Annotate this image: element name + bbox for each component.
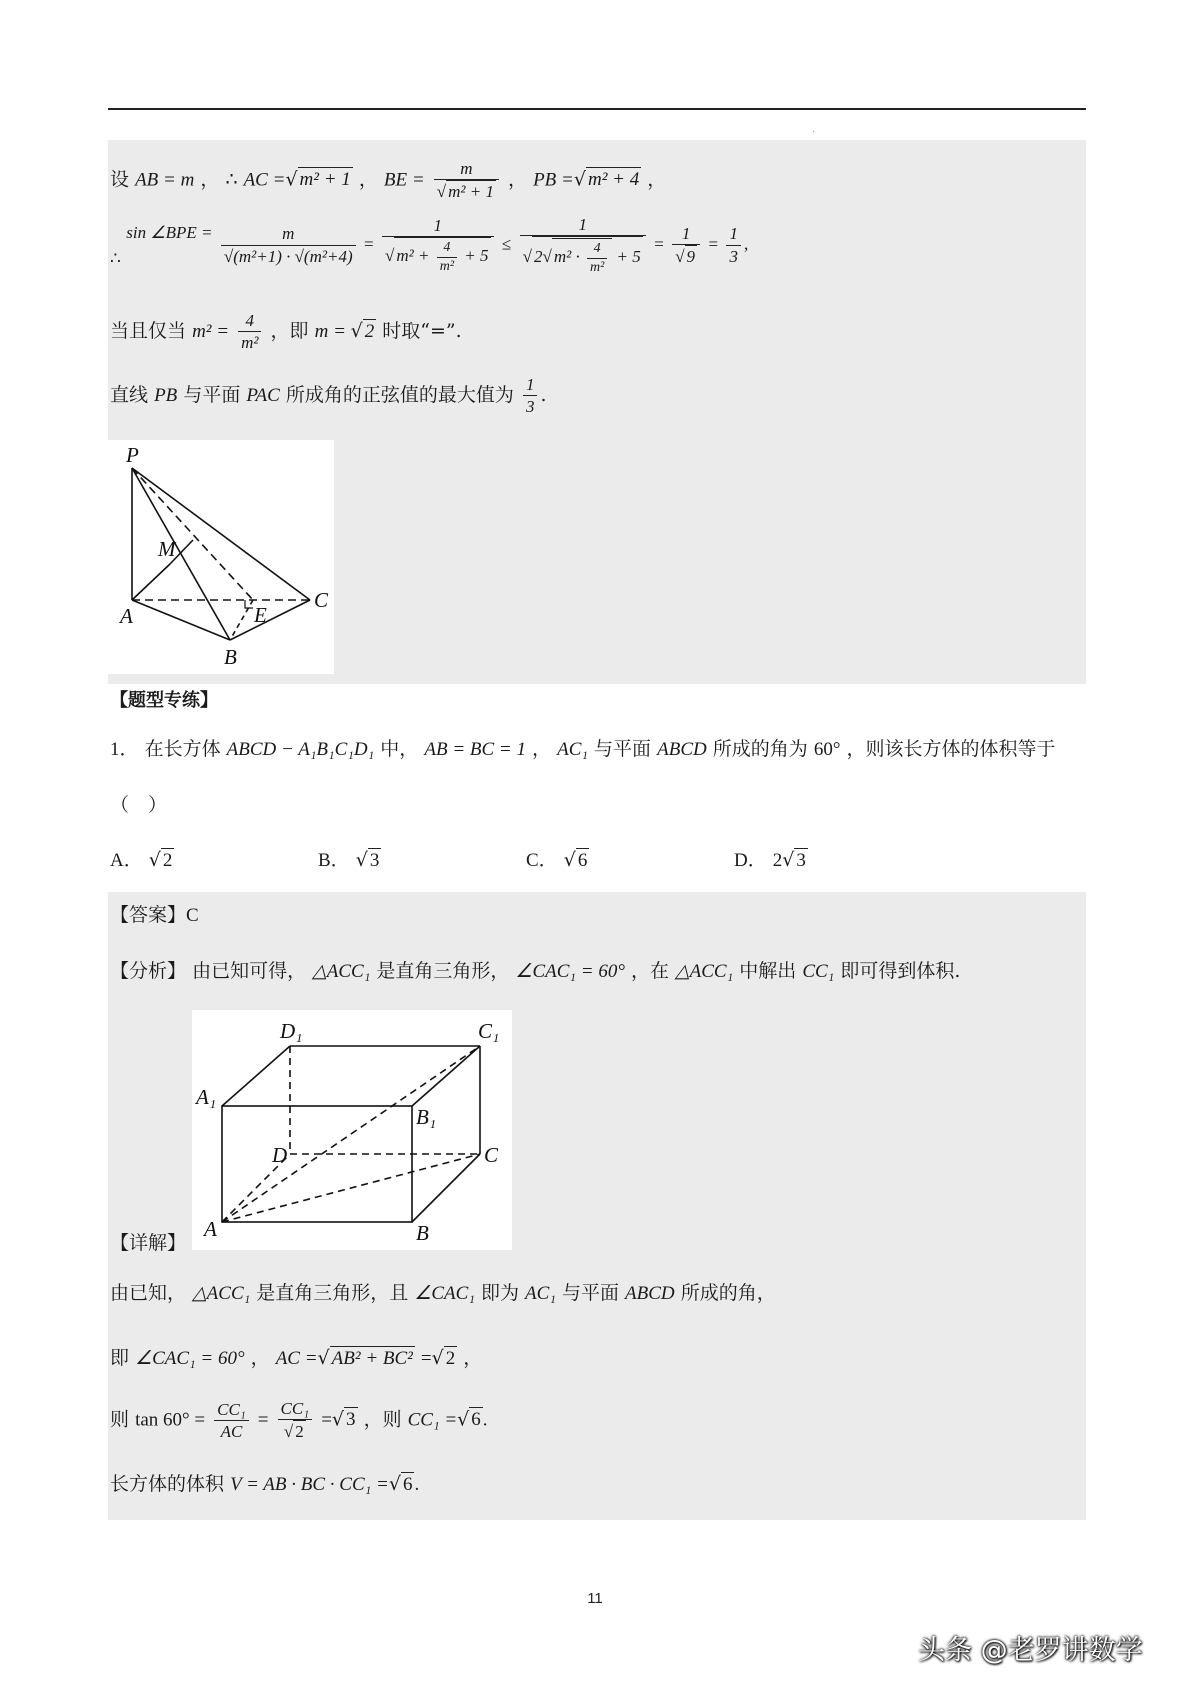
segment-pe-hidden <box>132 468 253 600</box>
sqrt-radicand: AB² + BC² <box>331 1348 413 1369</box>
equals: = <box>257 1409 269 1431</box>
denominator: √ 2 <box>278 1419 313 1442</box>
fraction <box>278 1398 313 1443</box>
therefore-symbol: ∴ <box>110 248 121 268</box>
text: ，即 <box>270 319 309 342</box>
option-label: B． <box>318 850 350 871</box>
analysis-line <box>110 960 960 984</box>
detail-line-3: 则 tan 60° = $\frac{\text{CC₁}}{AC}$ = $\frac{\text{CC₁}}{√ 2}$ =√ 3 ，则 CC₁ =√ 6 . <box>110 1399 488 1442</box>
stray-dot: . <box>812 124 816 135</box>
pyramid-diagram <box>108 440 334 674</box>
text: 则 <box>110 1408 130 1431</box>
question-1-paren: （ ） <box>110 794 168 816</box>
fraction-3 <box>520 214 646 276</box>
numerator: 4 <box>593 241 601 257</box>
denominator: √ m² + $\frac{4}{\text{m²}}$ + 5 <box>382 236 494 275</box>
math-triangle: △ACC₁ <box>312 961 371 982</box>
math-pb: PB <box>154 384 178 406</box>
text: 即为 <box>480 1282 519 1304</box>
math-angle: ∠CAC₁ = 60° <box>135 1348 245 1369</box>
analysis-tag: 【分析】 <box>110 960 187 982</box>
text: 即 <box>110 1347 130 1369</box>
term: + 5 <box>464 246 489 266</box>
text: 所成的角为 <box>712 738 808 760</box>
fraction-1 <box>221 223 356 267</box>
front-face <box>222 1106 412 1222</box>
solution-line-1: 设 AB = m ， ∴ AC =√ m² + 1 ， BE = $\frac{m}{\text{√ m² + 1}}$ ， PB =√ m² + 4 ， <box>110 159 667 202</box>
text: . <box>540 383 547 406</box>
denominator: √ 2√ m² · $\frac{4}{\text{m²}}$ + 5 <box>520 235 646 276</box>
denominator: m² <box>587 258 607 277</box>
sqrt-radicand: m² + 1 <box>448 182 494 202</box>
math-solid: ABCD − A₁B₁C₁D₁ <box>226 739 375 760</box>
math-triangle: △ACC₁ <box>675 961 734 982</box>
option-a[interactable]: A． √ 2 <box>110 849 173 871</box>
segment-a-m <box>132 564 170 600</box>
label-a1: A₁ <box>196 1085 217 1109</box>
sqrt-radicand: 6 <box>402 1474 413 1495</box>
sqrt-radicand: 9 <box>686 247 696 267</box>
edge-b1c1 <box>412 1046 480 1106</box>
text: 所成的角， <box>680 1282 776 1304</box>
label-p: P <box>126 443 139 467</box>
watermark: 头条 @老罗讲数学 <box>918 1635 1143 1666</box>
label-d: D <box>272 1143 288 1167</box>
math-sin-lhs: sin ∠BPE = <box>126 222 213 242</box>
text: ， <box>532 738 552 760</box>
sqrt-radicand: m² + 4 <box>587 169 640 191</box>
label-b: B <box>416 1221 429 1245</box>
label-d1: D₁ <box>280 1019 303 1043</box>
text: 长方体的体积 <box>110 1473 225 1495</box>
fraction <box>523 374 538 418</box>
math-abcd: ABCD <box>657 739 707 760</box>
math-cc1: CC₁ = <box>407 1409 458 1431</box>
text: 是直角三角形，且 <box>256 1282 409 1304</box>
text: 与平面 <box>183 383 241 406</box>
comma: ， <box>200 168 220 191</box>
therefore-symbol: ∴ <box>225 169 238 191</box>
numerator: 4 <box>245 311 255 330</box>
label-c: C <box>314 588 329 612</box>
page-number: 11 <box>587 1590 603 1607</box>
answer-line <box>110 904 199 928</box>
option-d[interactable]: D． 2√ 3 <box>734 849 806 871</box>
label-b: B <box>224 645 237 669</box>
math-pb-lhs: PB = <box>533 169 574 191</box>
fraction <box>238 310 261 354</box>
diagonal-ac-hidden <box>222 1154 480 1222</box>
term: m² + <box>396 246 430 266</box>
sqrt-radicand: 2 <box>364 320 375 342</box>
label-a: A <box>204 1217 217 1241</box>
detail-line-4: 长方体的体积 V = AB · BC · CC₁ =√ 6 . <box>110 1473 420 1495</box>
numerator: m <box>460 159 473 178</box>
option-label: A． <box>110 850 143 871</box>
denominator: 3 <box>726 245 741 267</box>
denominator: √(m²+1) · √(m²+4) <box>221 245 356 267</box>
label-c: C <box>484 1143 499 1167</box>
math-triangle: △ACC₁ <box>192 1283 251 1304</box>
cuboid-figure <box>192 1010 512 1250</box>
numerator: 1 <box>729 224 738 244</box>
math-ac1: AC₁ <box>557 739 588 760</box>
numerator: m <box>282 224 295 244</box>
text: 时取“=”. <box>382 319 462 342</box>
numerator: 1 <box>525 375 535 394</box>
numerator: CC₁ <box>217 1399 246 1419</box>
fraction-5 <box>726 223 741 267</box>
term: 2 <box>534 247 543 267</box>
denominator: m² <box>238 331 261 353</box>
sqrt-radicand: 3 <box>346 1409 356 1431</box>
math-be-lhs: BE = <box>383 169 425 191</box>
leq-symbol: ≤ <box>501 234 512 254</box>
fraction <box>214 1399 249 1443</box>
math-tan: tan 60° = <box>135 1409 206 1431</box>
text: 由已知， <box>110 1282 187 1304</box>
sqrt-radicand: 6 <box>471 1409 481 1431</box>
sqrt-radicand: 3 <box>796 850 806 871</box>
question-number: 1． <box>110 739 139 760</box>
math-ac-lhs: AC = <box>243 169 286 191</box>
fraction-4 <box>672 223 700 268</box>
math-m-eq: m = <box>314 320 351 342</box>
text: 与平面 <box>594 738 652 760</box>
denominator: AC <box>214 1420 249 1442</box>
numerator: 4 <box>443 240 451 256</box>
math-condition: AB = BC = 1 <box>424 739 526 760</box>
sqrt-radicand: 3 <box>369 850 380 871</box>
term: m² · <box>553 247 580 267</box>
detail-line-2: 即 ∠CAC₁ = 60° ， AC =√ AB² + BC² =√ 2 ， <box>110 1347 483 1369</box>
fraction <box>434 158 499 203</box>
comma: ， <box>358 168 378 191</box>
text: ， <box>250 1347 270 1369</box>
comma: ， <box>647 168 667 191</box>
label-b1: B₁ <box>416 1105 437 1129</box>
cuboid-diagram <box>192 1010 512 1250</box>
text: 中， <box>380 738 419 760</box>
detail-line-1 <box>110 1282 776 1306</box>
text: . <box>482 1409 488 1431</box>
term: + 5 <box>616 247 641 267</box>
solution-line-3: 当且仅当 m² = $\frac{4}{\text{m²}}$ ，即 m = √ 2 时取“=”. <box>110 311 462 353</box>
label-m: M <box>158 537 176 561</box>
sqrt-radicand: 2 <box>445 1348 456 1369</box>
math-volume: V = AB · BC · CC₁ = <box>230 1474 389 1495</box>
sqrt-radicand: 6 <box>577 850 588 871</box>
option-coef: 2 <box>772 850 783 871</box>
numerator: 1 <box>681 223 691 243</box>
numerator: CC₁ <box>280 1399 310 1418</box>
text: 是直角三角形， <box>376 960 510 982</box>
text: 与平面 <box>561 1282 619 1304</box>
numerator: 1 <box>433 216 443 235</box>
header-rule <box>108 108 1086 110</box>
option-label: C． <box>526 850 558 871</box>
math-ab: AB = m <box>135 169 195 191</box>
math-angle: ∠CAC₁ = 60° <box>515 961 625 982</box>
comma: ， <box>508 168 528 191</box>
sqrt-radicand: 2 <box>162 850 173 871</box>
equals: = <box>321 1409 332 1431</box>
solution-line-2: ∴ sin ∠BPE = $\frac{m}{\text{√(m²+1) · √(m²+4)}}$ = 1 √ m² + $\frac{4}{\text{m²}}$ + 5 ≤ 1 √ 2√ m² · $\frac{4}{\text{m²}}$ + 5 = $\frac{1}{√ 9}$ = $\frac{1}{3}$ , <box>110 215 749 275</box>
solution-line-4 <box>110 374 546 418</box>
denominator: m² <box>437 257 457 276</box>
text: 所成角的正弦值的最大值为 <box>285 383 514 406</box>
sqrt-radicand: 2 <box>295 1422 304 1442</box>
text: ，则 <box>363 1408 402 1431</box>
text: 在长方体 <box>144 738 221 760</box>
math-angle: ∠CAC₁ <box>414 1283 475 1304</box>
label-c1: C₁ <box>478 1019 500 1043</box>
question-1 <box>110 738 1056 762</box>
math-abcd: ABCD <box>625 1283 675 1304</box>
math-angle: 60° <box>813 739 841 760</box>
math-cc1: CC₁ <box>802 961 835 982</box>
option-c[interactable]: C． √ 6 <box>526 849 588 871</box>
text: 直线 <box>110 383 149 406</box>
sqrt-radicand: m² + 1 <box>299 169 351 191</box>
denominator: √ m² + 1 <box>434 179 499 202</box>
math-pac: PAC <box>246 384 280 406</box>
numerator: 1 <box>578 215 587 234</box>
math-ac: AC = <box>275 1348 318 1369</box>
option-label: D． <box>734 850 767 871</box>
edge-bc <box>412 1154 480 1222</box>
text: ，则该长方体的体积等于 <box>846 738 1056 760</box>
text: 中解出 <box>739 960 797 982</box>
text: ，在 <box>630 960 669 982</box>
edge-a1d1 <box>222 1046 290 1106</box>
fraction-2 <box>382 215 494 275</box>
edge-pc <box>132 468 310 600</box>
text: 即可得到体积. <box>840 960 961 982</box>
answer-value: C <box>186 905 199 926</box>
text: 当且仅当 <box>110 319 187 342</box>
text: 由已知可得， <box>192 960 307 982</box>
denominator: √ 9 <box>672 244 700 267</box>
label-a: A <box>120 604 133 628</box>
text: 设 <box>110 168 130 191</box>
math-m-squared: m² = <box>192 320 230 342</box>
text: ， <box>463 1347 483 1369</box>
option-b[interactable]: B． √ 3 <box>318 849 380 871</box>
equals: = <box>420 1348 432 1369</box>
edge-pb <box>132 468 230 640</box>
text: . <box>414 1474 420 1495</box>
math-ac1: AC₁ <box>525 1283 556 1304</box>
denominator: 3 <box>523 395 538 417</box>
label-e: E <box>254 603 267 627</box>
edge-ab <box>132 600 230 640</box>
pyramid-figure <box>108 440 334 674</box>
practice-heading: 【题型专练】 <box>110 690 218 711</box>
answer-tag: 【答案】 <box>110 904 187 926</box>
detail-tag: 【详解】 <box>110 1232 187 1254</box>
